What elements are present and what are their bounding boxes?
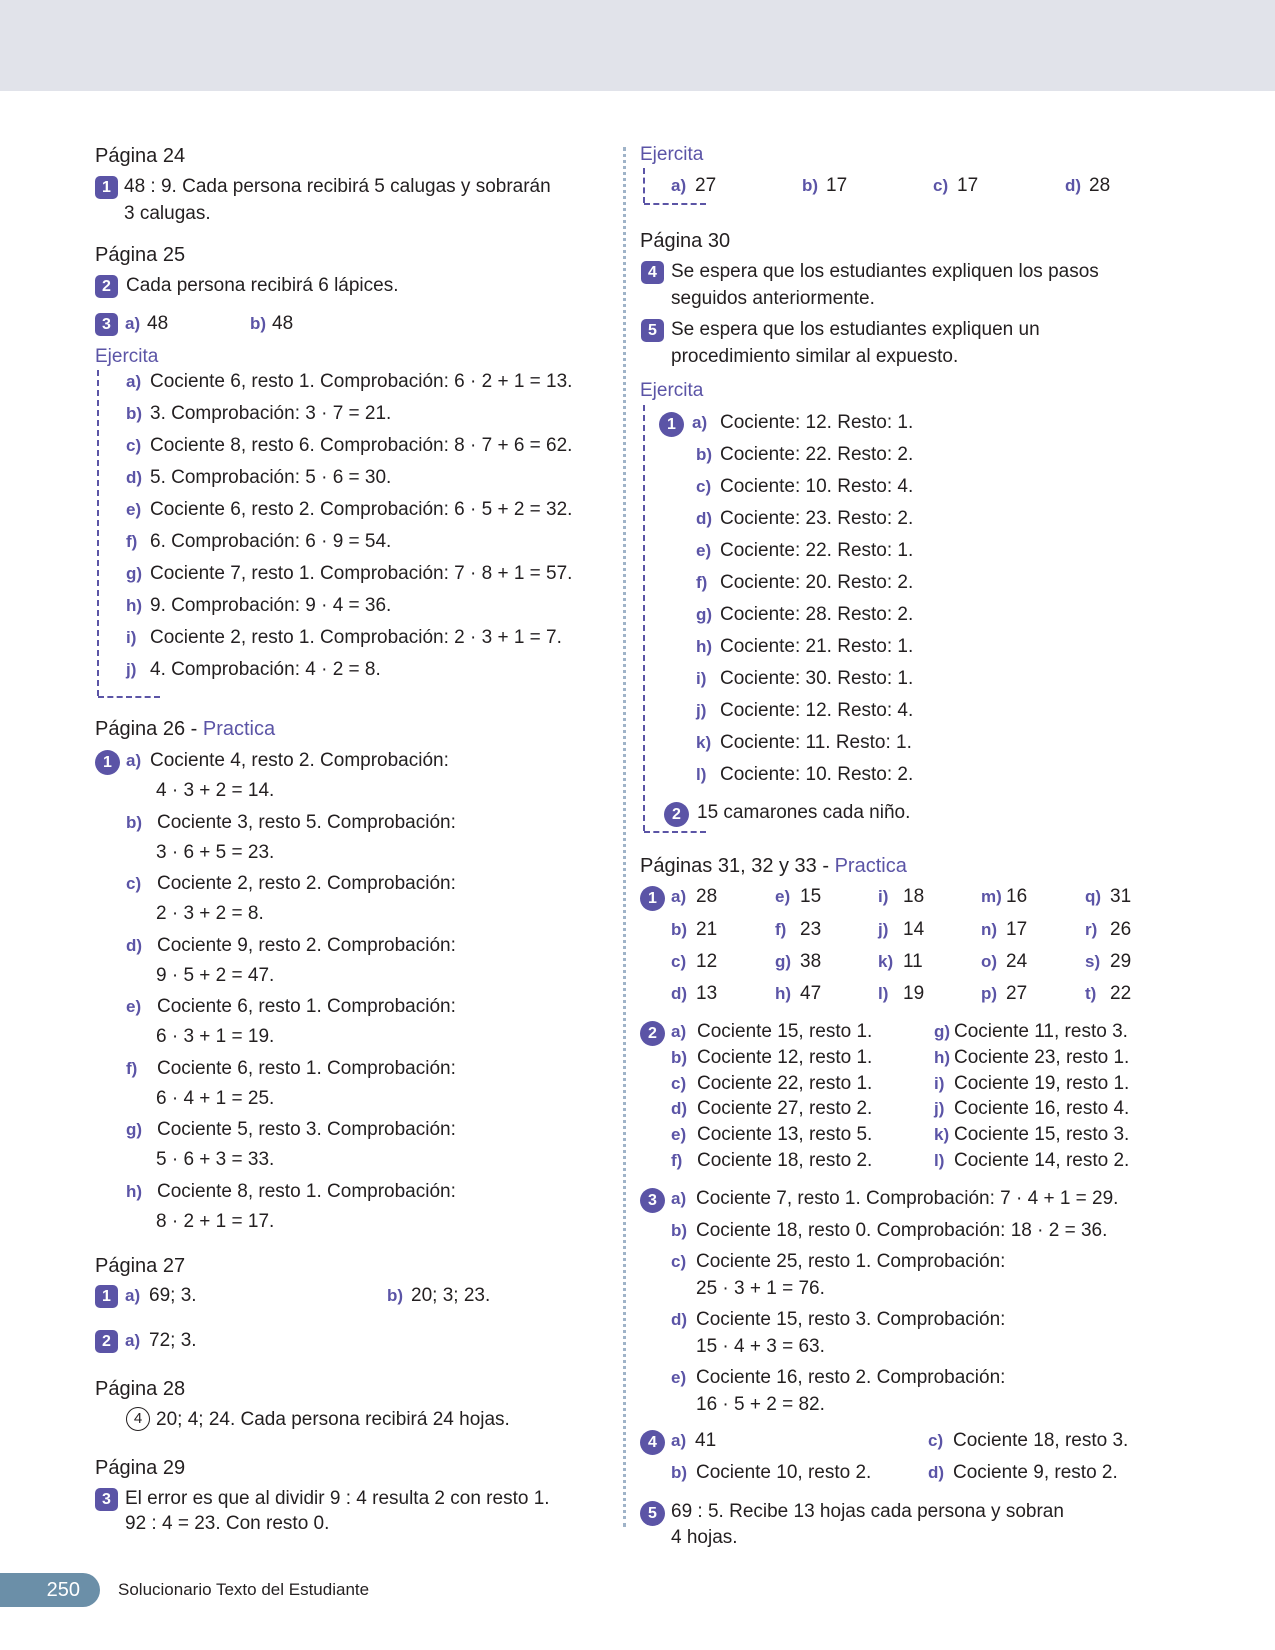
item-label: a) [671,176,687,195]
text-line: 5. Comprobación: 5 · 6 = 30. [150,467,392,488]
text-line: 28 [1089,175,1111,196]
text-line: Cociente: 23. Resto: 2. [720,508,914,529]
text-line: 69; 3. [149,1285,197,1306]
text-line: Cociente 27, resto 2. [697,1098,873,1120]
text-line: 11 [903,951,923,972]
text-line: 5 · 6 + 3 = 33. [156,1149,275,1170]
text-line: Cociente 22, resto 1. [697,1072,873,1094]
item-label: b) [671,920,688,939]
item-label: b) [696,445,713,464]
text-line: Cociente: 12. Resto: 4. [720,700,914,721]
item-label: d) [126,468,143,487]
item-label: d) [1065,176,1082,195]
item-label: b) [671,1463,688,1482]
item-label: b) [671,1047,688,1067]
text-line: 4. Comprobación: 4 · 2 = 8. [150,659,381,680]
text-line: Cociente 16, resto 2. Comprobación: [696,1367,1006,1388]
item-label: c) [928,1431,944,1450]
item-label: m) [981,887,1002,906]
text-line: Cociente 4, resto 2. Comprobación: [150,750,449,771]
ejercita-dashed-border [644,831,706,833]
text-line: Cociente: 10. Resto: 4. [720,476,914,497]
text-line: Cociente 23, resto 1. [954,1046,1130,1068]
item-label: f) [696,573,708,592]
text-line: 27 [1006,983,1028,1004]
text-line: 19 [903,983,925,1004]
text-line: 48 [272,313,294,334]
heading-pagina-24 [95,144,185,168]
practica-label: Practica [834,855,907,877]
item-label: f) [671,1151,683,1170]
text-line: Cada persona recibirá 6 lápices. [126,275,399,296]
text-line: 17 [957,175,979,196]
item-label: d) [126,935,143,955]
text-line: Cociente: 30. Resto: 1. [720,668,914,689]
item-label: c) [671,1252,687,1271]
heading-text: Página 27 [95,1255,186,1277]
item-label: h) [126,1181,143,1201]
heading-paginas-31-33 [640,854,907,878]
text-line: 72; 3. [149,1330,197,1351]
text-line: 12 [696,951,718,972]
text-line: 25 · 3 + 1 = 76. [696,1278,825,1299]
item-label: b) [250,314,267,333]
text-line: 26 [1110,919,1132,940]
item-label: e) [671,1125,687,1145]
item-label: a) [671,1022,687,1041]
item-label: k) [878,952,894,971]
item-label: g) [126,564,143,583]
item-label: l) [696,765,707,784]
item-label: j) [878,920,889,939]
practica-label: Practica [202,718,276,740]
text-line: 22 [1110,983,1132,1004]
text-line: 4 hojas. [671,1527,738,1548]
text-line: 14 [903,919,925,940]
text-line: 15 camarones cada niño. [697,802,911,823]
item-label: k) [934,1125,950,1145]
heading-pagina-29 [95,1456,185,1480]
text-line: 17 [826,175,848,196]
text-line: Cociente 2, resto 2. Comprobación: [157,873,456,894]
text-line: Cociente: 11. Resto: 1. [720,732,912,753]
item-label: b) [802,176,819,195]
item-label: c) [671,1073,687,1093]
text-line: 21 [696,919,718,940]
item-label: n) [981,920,998,939]
column-separator [623,147,626,1527]
item-label: l) [934,1151,945,1170]
heading-pagina-27 [95,1254,185,1278]
item-label: j) [934,1099,945,1119]
text-line: 24 [1006,951,1028,972]
item-label: g) [934,1022,951,1041]
item-label: d) [671,1310,688,1329]
text-line: Cociente 8, resto 6. Comprobación: 8 · 7 + 6 = 62. [150,435,573,456]
text-line: 48 [147,313,169,334]
text-line: Cociente 11, resto 3. [954,1021,1128,1042]
text-line: 2 · 3 + 2 = 8. [156,903,264,924]
outlined-number-icon: 4 [126,1407,150,1431]
item-label: j) [126,660,137,679]
item-label: h) [775,984,792,1003]
text-line: 92 : 4 = 23. Con resto 0. [125,1513,330,1534]
text-line: 20; 4; 24. Cada persona recibirá 24 hojas. [156,1409,510,1430]
text-line: 47 [800,983,822,1004]
item-label: q) [1085,887,1102,906]
text-line: Cociente 15, resto 1. [697,1021,873,1042]
item-label: d) [696,509,713,528]
number-badge-icon: 2 [95,275,118,298]
text-line: 15 · 4 + 3 = 63. [696,1336,825,1357]
number-badge-icon: 2 [95,1330,118,1353]
text-line: 13 [696,983,718,1004]
item-label: i) [126,628,137,647]
text-line: 29 [1110,951,1132,972]
item-label: e) [775,887,791,906]
text-line: 6 · 3 + 1 = 19. [156,1026,275,1047]
item-label: k) [696,733,712,752]
item-label: c) [126,436,142,455]
item-label: b) [126,812,143,832]
text-line: 18 [903,886,925,907]
text-line: Cociente: 10. Resto: 2. [720,764,914,785]
item-label: j) [696,701,707,720]
text-line: 3. Comprobación: 3 · 7 = 21. [150,403,392,424]
text-line: Se espera que los estudiantes expliquen los pasos [671,261,1099,282]
number-circle-icon: 1 [640,886,665,911]
text-line: 3 · 6 + 5 = 23. [156,841,275,863]
text-line: Cociente 18, resto 3. [953,1430,1129,1451]
item-label: a) [126,372,142,391]
ejercita-heading: Ejercita [95,346,159,367]
number-badge-icon: 4 [641,261,664,284]
text-line: 31 [1110,886,1132,907]
text-line: Cociente 9, resto 2. [953,1462,1118,1483]
text-line: Cociente: 22. Resto: 1. [720,540,914,561]
text-line: Cociente 18, resto 2. [697,1150,873,1171]
item-label: g) [126,1120,143,1139]
ejercita-dashed-border [97,370,99,696]
text-line: Se espera que los estudiantes expliquen un [671,319,1040,340]
item-label: b) [387,1286,404,1305]
heading-pagina-28 [95,1377,185,1401]
text-line: 9 · 5 + 2 = 47. [156,964,275,986]
item-label: b) [671,1221,688,1240]
ejercita-dashed-border [643,405,645,831]
text-line: Cociente 9, resto 2. Comprobación: [157,934,456,956]
number-badge-icon: 1 [95,1285,118,1308]
top-band [0,0,1275,91]
item-label: h) [696,637,713,656]
text-line: 28 [696,886,718,907]
text-line: Cociente 14, resto 2. [954,1150,1130,1171]
heading-pagina-26 [95,717,275,741]
text-line: procedimiento similar al expuesto. [671,346,959,367]
text-line: 41 [695,1430,717,1451]
text-line: 4 · 3 + 2 = 14. [156,780,275,801]
item-label: f) [126,532,138,551]
heading-text: Página 29 [95,1457,186,1479]
item-label: c) [126,874,142,893]
text-line: Cociente 3, resto 5. Comprobación: [157,811,456,833]
text-line: 38 [800,951,822,972]
text-line: Cociente 7, resto 1. Comprobación: 7 · 4 + 1 = 29. [696,1188,1119,1209]
item-label: a) [692,413,708,432]
text-line: 23 [800,919,822,940]
text-line: Cociente 19, resto 1. [954,1072,1130,1094]
heading-text: Páginas 31, 32 y 33 - [640,855,835,877]
text-line: Cociente: 21. Resto: 1. [720,636,914,657]
heading-text: Página 26 - [95,718,203,740]
text-line: Cociente 7, resto 1. Comprobación: 7 · 8 + 1 = 57. [150,563,573,584]
text-line: El error es que al dividir 9 : 4 resulta 2 con resto 1. [125,1488,550,1509]
text-line: Cociente 18, resto 0. Comprobación: 18 · 2 = 36. [696,1220,1108,1241]
number-badge-icon: 3 [95,1488,118,1511]
item-label: l) [878,984,889,1003]
item-label: f) [775,920,787,939]
item-label: h) [126,596,143,615]
ejercita-heading: Ejercita [640,380,704,401]
text-line: Cociente: 28. Resto: 2. [720,604,914,625]
number-circle-icon: 3 [640,1188,665,1213]
item-label: d) [671,984,688,1003]
text-line: Cociente 13, resto 5. [697,1124,873,1146]
text-line: Cociente: 22. Resto: 2. [720,444,914,465]
text-line: 6. Comprobación: 6 · 9 = 54. [150,531,392,552]
item-label: d) [928,1463,945,1482]
footer-title: Solucionario Texto del Estudiante [118,1580,370,1599]
item-label: h) [934,1047,951,1067]
text-line: 17 [1006,919,1028,940]
item-label: e) [696,541,712,560]
item-label: a) [671,887,687,906]
text-line: 15 [800,886,822,907]
text-line: 20; 3; 23. [411,1285,491,1306]
page-number: 250 [0,1573,100,1607]
number-badge-icon: 1 [95,176,118,199]
item-label: a) [671,1189,687,1208]
item-label: a) [126,751,142,770]
heading-text: Página 24 [95,145,186,167]
item-label: a) [125,1331,141,1350]
text-line: 3 calugas. [124,203,211,224]
text-line: Cociente 6, resto 2. Comprobación: 6 · 5 + 2 = 32. [150,499,573,520]
text-line: 27 [695,175,717,196]
item-label: g) [696,605,713,624]
text-line: 6 · 4 + 1 = 25. [156,1087,275,1109]
text-line: Cociente 16, resto 4. [954,1098,1130,1120]
text-line: Cociente 5, resto 3. Comprobación: [157,1119,456,1140]
item-label: s) [1085,952,1101,971]
text-line: Cociente 15, resto 3. Comprobación: [696,1309,1006,1330]
text-line: 8 · 2 + 1 = 17. [156,1210,275,1232]
ejercita-dashed-border [643,168,645,203]
item-label: a) [671,1431,687,1450]
number-badge-icon: 3 [95,313,118,336]
item-label: f) [126,1058,138,1078]
text-line: Cociente: 20. Resto: 2. [720,572,914,593]
item-label: c) [671,952,687,971]
number-circle-icon: 1 [95,750,120,775]
item-label: e) [671,1368,687,1387]
number-circle-icon: 1 [659,412,684,437]
ejercita-dashed-border [644,203,706,205]
text-line: Cociente 10, resto 2. [696,1462,872,1483]
text-line: 9. Comprobación: 9 · 4 = 36. [150,595,392,616]
item-label: c) [696,477,712,496]
text-line: Cociente 6, resto 1. Comprobación: 6 · 2 + 1 = 13. [150,371,573,392]
item-label: t) [1085,984,1097,1003]
item-label: c) [933,176,949,195]
item-label: a) [125,314,141,333]
item-label: d) [671,1099,688,1119]
ejercita-heading: Ejercita [640,144,704,165]
text-line: Cociente 25, resto 1. Comprobación: [696,1251,1006,1272]
ejercita-dashed-border [98,696,160,698]
number-circle-icon: 2 [664,802,689,827]
number-circle-icon: 4 [640,1430,665,1455]
item-label: i) [934,1073,945,1093]
text-line: 16 [1006,886,1028,907]
text-line: Cociente: 12. Resto: 1. [720,412,914,433]
text-line: 48 : 9. Cada persona recibirá 5 calugas y sobrarán [124,176,551,197]
number-circle-icon: 2 [640,1021,665,1046]
item-label: p) [981,984,998,1003]
text-line: Cociente 15, resto 3. [954,1124,1130,1146]
item-label: g) [775,952,792,971]
heading-pagina-30 [640,229,730,253]
text-line: seguidos anteriormente. [671,288,875,309]
heading-pagina-25 [95,243,185,267]
text-line: Cociente 8, resto 1. Comprobación: [157,1180,456,1202]
item-label: e) [126,997,142,1016]
number-circle-icon: 5 [640,1501,665,1526]
item-label: i) [878,887,889,906]
item-label: b) [126,404,143,423]
item-label: a) [125,1286,141,1305]
text-line: 69 : 5. Recibe 13 hojas cada persona y sobran [671,1501,1064,1522]
item-label: o) [981,952,998,971]
heading-text: Página 25 [95,244,186,266]
heading-text: Página 28 [95,1378,186,1400]
text-line: 16 · 5 + 2 = 82. [696,1394,825,1415]
text-line: Cociente 2, resto 1. Comprobación: 2 · 3 + 1 = 7. [150,627,562,648]
text-line: Cociente 12, resto 1. [697,1046,873,1068]
item-label: i) [696,669,707,688]
heading-text: Página 30 [640,230,731,252]
item-label: e) [126,500,142,519]
text-line: Cociente 6, resto 1. Comprobación: [157,996,456,1017]
text-line: Cociente 6, resto 1. Comprobación: [157,1057,456,1079]
number-badge-icon: 5 [641,319,664,342]
item-label: r) [1085,920,1098,939]
